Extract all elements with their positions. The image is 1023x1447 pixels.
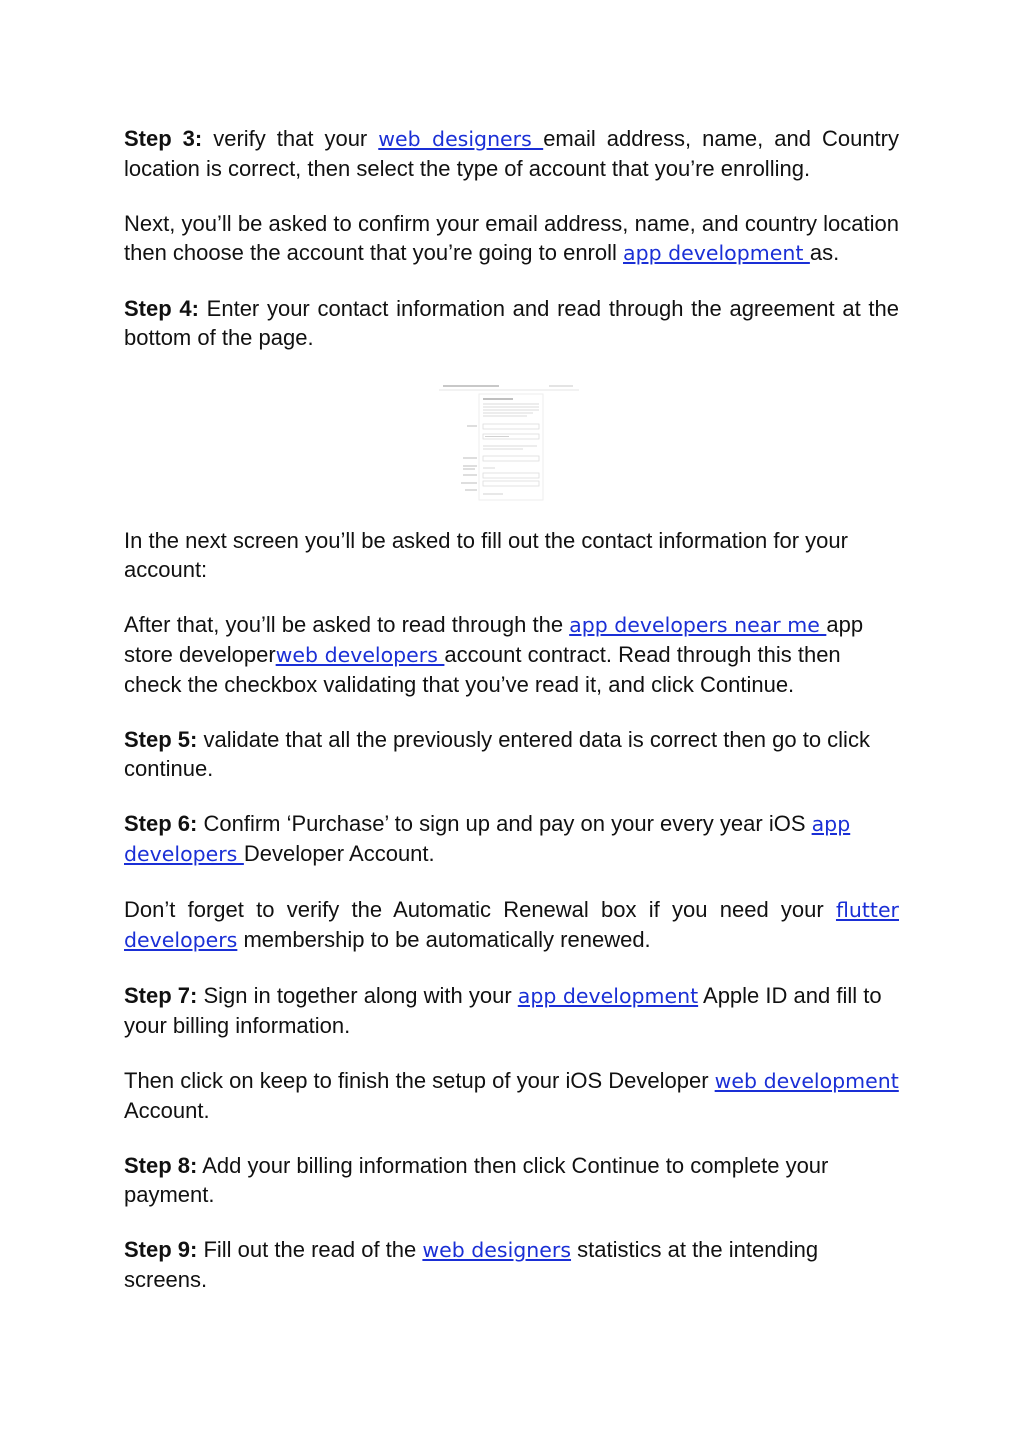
- step-label: Step 7:: [124, 983, 198, 1008]
- paragraph-automatic-renewal: Don’t forget to verify the Automatic Renewal box if you need your flutter developers membership to be automatically renewed.: [124, 897, 899, 952]
- inline-link[interactable]: web designers: [378, 127, 544, 151]
- paragraph-step-4: Step 4: Enter your contact information and read through the agreement at the bottom of the page.: [124, 296, 899, 350]
- paragraph-step-3: Step 3: verify that your web designers email address, name, and Country location is correct, then select the type of account that you’re enrolling.: [124, 126, 899, 181]
- step-label: Step 5:: [124, 727, 198, 752]
- paragraph-step-9: Step 9: Fill out the read of the web designers statistics at the intending screens.: [124, 1237, 819, 1292]
- inline-link[interactable]: app development: [517, 984, 699, 1008]
- paragraph-step-6: Step 6: Confirm ‘Purchase’ to sign up and pay on your every year iOS app developers Developer Account.: [124, 811, 851, 866]
- step-label: Step 3:: [124, 126, 203, 151]
- paragraph-finish-setup: Then click on keep to finish the setup of your iOS Developer web development Account.: [124, 1068, 899, 1123]
- inline-link[interactable]: app development: [623, 241, 810, 265]
- document-page: [124, 124, 899, 1294]
- step-label: Step 9:: [124, 1237, 198, 1262]
- paragraph-step-7: Step 7: Sign in together along with your app development Apple ID and fill to your billing information.: [124, 983, 882, 1038]
- paragraph-step-8: Step 8: Add your billing information then click Continue to complete your payment.: [124, 1153, 829, 1207]
- inline-link[interactable]: web designers: [422, 1238, 572, 1262]
- inline-link[interactable]: web development: [714, 1069, 899, 1093]
- paragraph-after-that: After that, you’ll be asked to read through the app developers near me app store developerweb developers account contract. Read through this then check the checkbox validating that you’ve read it, and click Continue.: [124, 612, 864, 697]
- paragraph-next-screen: In the next screen you’ll be asked to fill out the contact information for your account:: [124, 528, 848, 582]
- step-label: Step 8:: [124, 1153, 198, 1178]
- paragraph-step-5: Step 5: validate that all the previously entered data is correct then go to click continue.: [124, 727, 870, 781]
- inline-link[interactable]: flutter developers: [124, 898, 899, 952]
- paragraph-confirm-email: Next, you’ll be asked to confirm your email address, name, and country location then choose the account that you’re going to enroll app development as.: [124, 211, 899, 265]
- inline-link[interactable]: app developers near me: [569, 613, 827, 637]
- contact-form-screenshot: [439, 380, 579, 504]
- inline-link[interactable]: app developers: [124, 812, 851, 866]
- step-label: Step 4:: [124, 296, 199, 321]
- step-label: Step 6:: [124, 811, 198, 836]
- inline-link[interactable]: web developers: [275, 643, 445, 667]
